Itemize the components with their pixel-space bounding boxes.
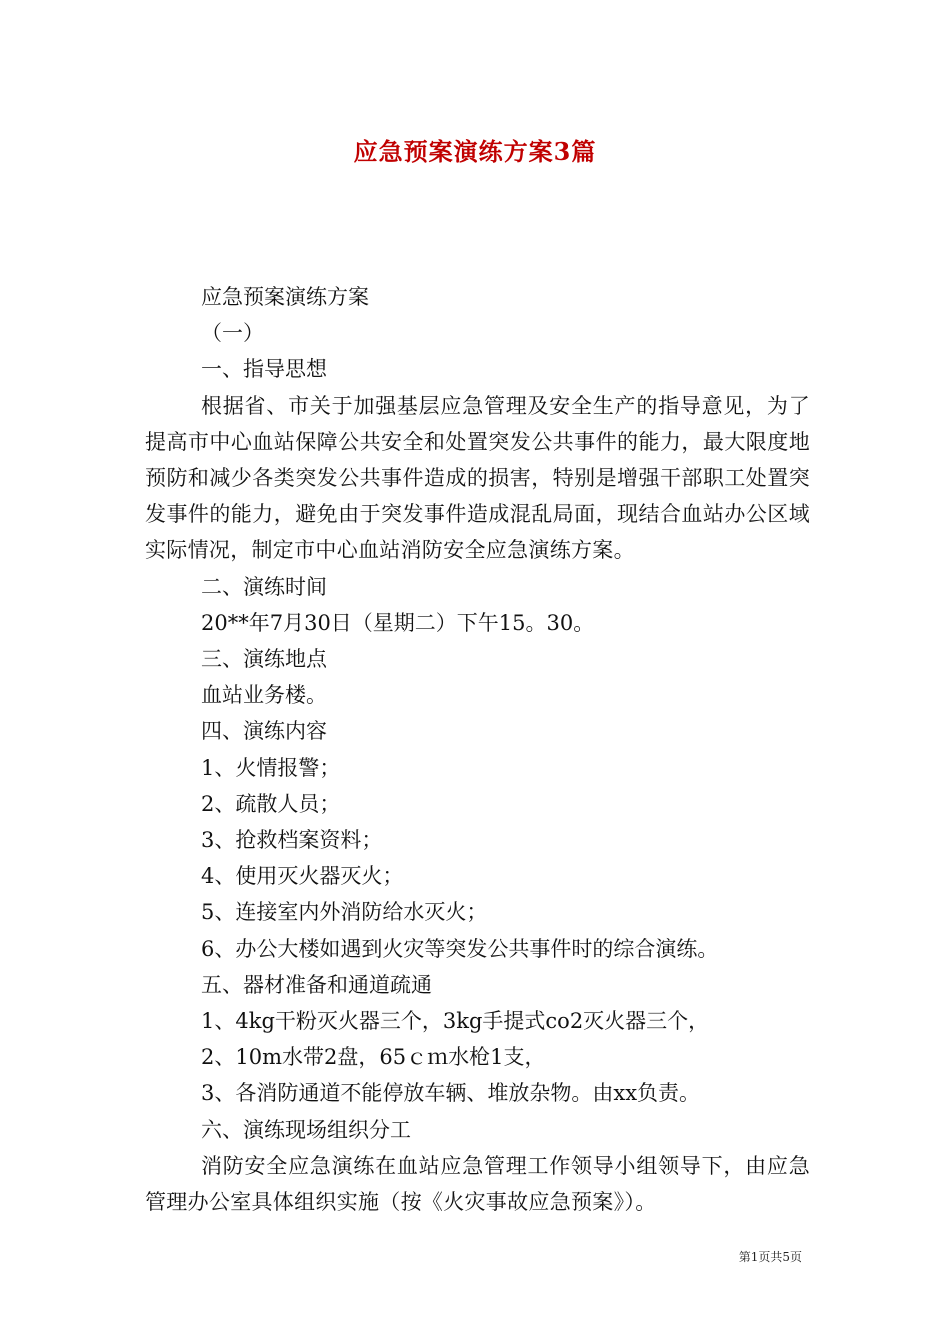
- section-paragraph-6: 消防安全应急演练在血站应急管理工作领导小组领导下，由应急管理办公室具体组织实施（按《火灾事故应急预案》）。: [145, 1153, 810, 1215]
- page-number: 第1页共5页: [738, 1250, 802, 1264]
- document-title: 应急预案演练方案3篇: [353, 137, 597, 166]
- section-paragraph-1: 根据省、市关于加强基层应急管理及安全生产的指导意见，为了提高市中心血站保障公共安全和处置突发公共事件的能力，最大限度地预防和减少各类突发公共事件造成的损害，特别是增强干部职工处置突发事件的能力，避免由于突发事件造成混乱局面，现结合血站办公区域实际情况，制定市中心血站消防安全应急演练方案。: [145, 393, 810, 563]
- document-body: [145, 279, 810, 1220]
- list-item: 5、连接室内外消防给水灭火；: [201, 900, 488, 925]
- list-item: 6、办公大楼如遇到火灾等突发公共事件时的综合演练。: [201, 936, 719, 961]
- list-item: 3、抢救档案资料；: [201, 828, 383, 853]
- list-item: 2、10m水带2盘，65ｃｍ水枪1支，: [201, 1045, 546, 1070]
- list-item: 1、4kg干粉灭火器三个，3kg手提式co2灭火器三个，: [201, 1009, 710, 1034]
- section-text-2: 20**年7月30日（星期二）下午15。30。: [201, 610, 595, 635]
- subtitle: 应急预案演练方案: [201, 285, 369, 309]
- section-heading-4: 四、演练内容: [201, 719, 327, 744]
- part-label: （一）: [201, 321, 264, 346]
- section-heading-6: 六、演练现场组织分工: [201, 1117, 411, 1142]
- section-heading-1: 一、指导思想: [201, 357, 327, 382]
- section-text-3: 血站业务楼。: [201, 683, 327, 708]
- list-item: 1、火情报警；: [201, 755, 341, 780]
- section-heading-2: 二、演练时间: [201, 574, 327, 599]
- section-heading-3: 三、演练地点: [201, 647, 327, 672]
- list-item: 4、使用灭火器灭火；: [201, 864, 404, 889]
- list-item: 3、各消防通道不能停放车辆、堆放杂物。由xx负责。: [201, 1081, 701, 1106]
- list-item: 2、疏散人员；: [201, 791, 341, 816]
- section-heading-5: 五、器材准备和通道疏通: [201, 972, 432, 997]
